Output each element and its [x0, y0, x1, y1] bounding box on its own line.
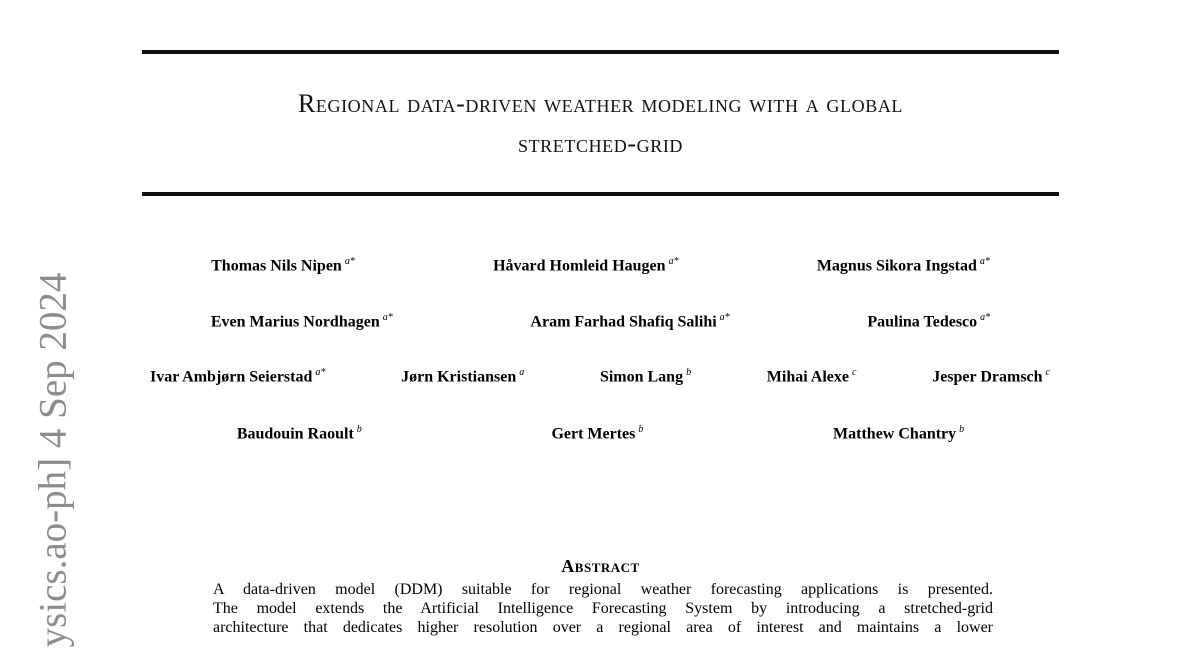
author: [211, 312, 393, 331]
abstract-body: [213, 580, 993, 637]
author-affiliation-mark: a*: [979, 256, 990, 267]
author-affiliation-mark: b: [686, 367, 692, 378]
author: [530, 312, 729, 331]
abstract-line: The model extends the Artificial Intelligence Forecasting System by introducing a stretched-grid: [213, 600, 993, 617]
author-row-1: [142, 256, 1059, 275]
author-affiliation-mark: b: [959, 424, 965, 435]
author-affiliation-mark: a: [519, 367, 525, 378]
author-name: Gert Mertes: [551, 425, 636, 443]
author-affiliation-mark: c: [1045, 367, 1050, 378]
author-affiliation-mark: c: [852, 367, 857, 378]
title-bottom-rule: [142, 192, 1059, 196]
author-affiliation-mark: a*: [980, 312, 991, 323]
author: [867, 312, 990, 331]
author-affiliation-mark: b: [638, 424, 644, 435]
author: [767, 367, 857, 386]
author-affiliation-mark: a*: [344, 256, 355, 267]
abstract-heading: Abstract: [561, 556, 640, 576]
author: [237, 424, 362, 443]
author-affiliation-mark: a*: [719, 312, 730, 323]
arxiv-identifier-stamp: ysics.ao-ph] 4 Sep 2024: [31, 272, 75, 648]
author-name: Matthew Chantry: [833, 425, 957, 443]
author-affiliation-mark: b: [356, 424, 362, 435]
paper-title: [142, 84, 1059, 164]
author-name: Even Marius Nordhagen: [210, 313, 380, 331]
author-name: Baudouin Raoult: [236, 425, 354, 443]
paper-title-line-1: Regional data-driven weather modeling with a global: [297, 89, 904, 118]
title-top-rule: [142, 50, 1059, 54]
author-name: Aram Farhad Shafiq Salihi: [530, 313, 717, 331]
author-affiliation-mark: a*: [382, 312, 393, 323]
author-name: Paulina Tedesco: [867, 313, 978, 331]
author: [493, 256, 678, 275]
author-name: Thomas Nils Nipen: [211, 257, 342, 275]
author: [551, 424, 643, 443]
abstract-line: A data-driven model (DDM) suitable for regional weather forecasting applications is presented.: [213, 581, 993, 598]
author: [833, 424, 964, 443]
author: [401, 367, 524, 386]
author-row-4: [142, 424, 1059, 443]
author-row-3: [150, 367, 1050, 386]
author-row-2: [142, 312, 1059, 331]
author-affiliation-mark: a*: [668, 256, 679, 267]
author-name: Jesper Dramsch: [932, 368, 1043, 386]
author-name: Håvard Homleid Haugen: [493, 257, 666, 275]
author: [600, 367, 691, 386]
author-name: Jørn Kristiansen: [401, 368, 517, 386]
author-name: Magnus Sikora Ingstad: [816, 257, 977, 275]
author-name: Simon Lang: [599, 368, 684, 386]
author: [211, 256, 355, 275]
author-name: Ivar Ambjørn Seierstad: [150, 368, 313, 386]
author-affiliation-mark: a*: [315, 367, 326, 378]
paper-title-line-2: stretched-grid: [517, 129, 684, 158]
author: [817, 256, 990, 275]
author: [150, 367, 325, 386]
abstract-line: architecture that dedicates higher resolution over a regional area of interest and maintains a lower: [213, 619, 993, 636]
author: [932, 367, 1050, 386]
author-name: Mihai Alexe: [766, 368, 850, 386]
